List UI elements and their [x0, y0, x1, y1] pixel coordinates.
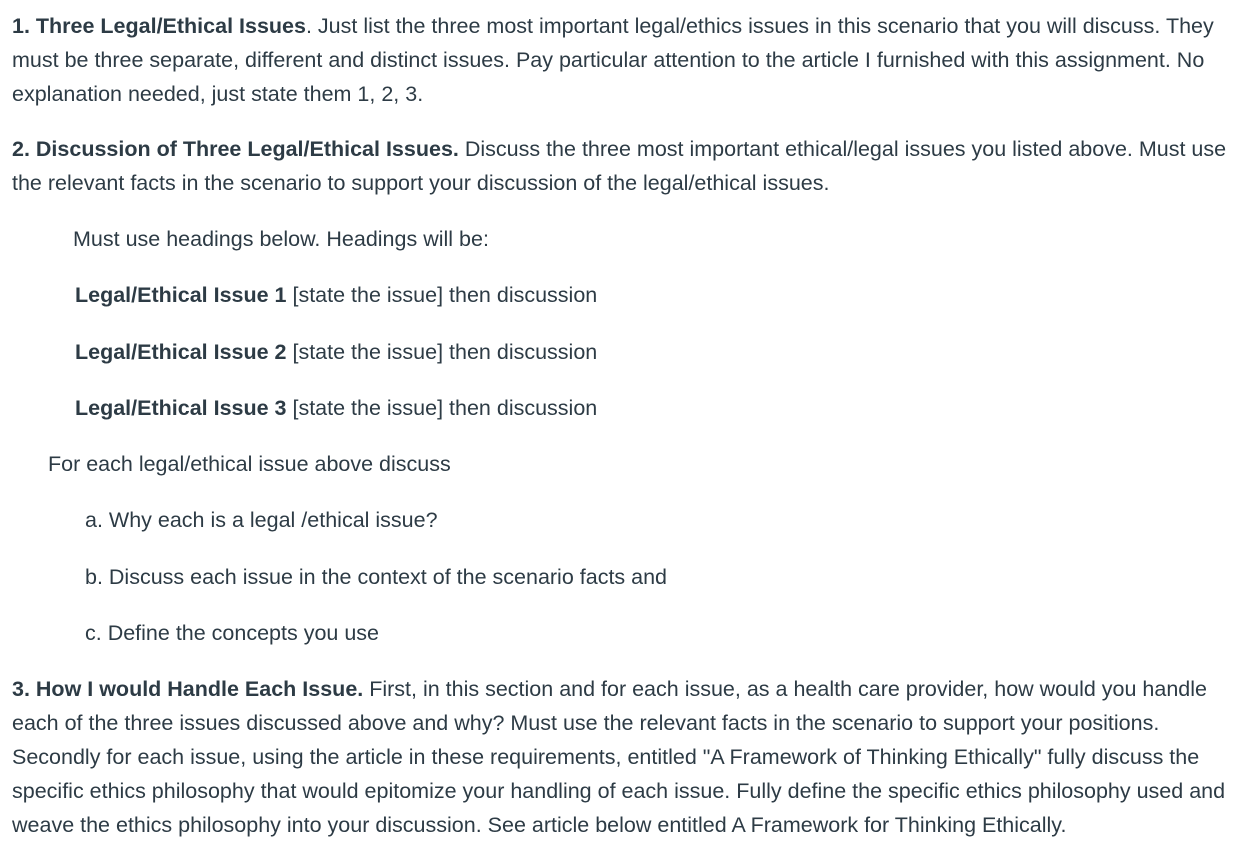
section-1-paragraph: [12, 10, 1230, 111]
section-3-title: 3. How I would Handle Each Issue.: [12, 677, 364, 702]
for-each-intro: For each legal/ethical issue above discuss: [48, 452, 451, 477]
headings-intro: Must use headings below. Headings will be:: [73, 226, 489, 251]
section-3-text: First, in this section and for each issue, as a health care provider, how would you handle each of the three issues discussed above and why? Must use the relevant facts in the scenario to support your positions. Secondly for each issue, using the article in these requirements, entitled "A Framework of Thinking Ethically" fully discuss the specific ethics philosophy that would epitomize your handling of each issue. Fully define the specific ethics philosophy used and weave the ethics philosophy into your discussion. See article below entitled A Framework for Thinking Ethically.: [12, 677, 1226, 837]
subitem-a: a. Why each is a legal /ethical issue?: [85, 508, 438, 533]
heading-issue-1: [12, 279, 1230, 335]
section-2-paragraph: [12, 133, 1230, 201]
heading-issue-3: [12, 392, 1230, 448]
section-2-title: 2. Discussion of Three Legal/Ethical Issues.: [12, 137, 459, 162]
subitem-b: b. Discuss each issue in the context of the scenario facts and: [85, 564, 668, 589]
heading-issue-2: [12, 336, 1230, 392]
section-1-title: 1. Three Legal/Ethical Issues: [12, 14, 306, 38]
heading-issue-3-text: [state the issue] then discussion: [286, 395, 598, 420]
section-1-text: . Just list the three most important legal/ethics issues in this scenario that you will discuss. They must be three separate, different and distinct issues. Pay particular attention to the article I furnished with this assignment. No explanation needed, just state them 1, 2, 3.: [12, 14, 1214, 106]
heading-issue-3-label: Legal/Ethical Issue 3: [75, 395, 287, 420]
heading-issue-2-text: [state the issue] then discussion: [286, 339, 598, 364]
section-3-paragraph: [12, 673, 1230, 842]
subitem-c: c. Define the concepts you use: [85, 621, 380, 646]
section-2-text: Discuss the three most important ethical/legal issues you listed above. Must use the relevant facts in the scenario to support your discussion of the legal/ethical issues.: [12, 137, 1227, 196]
heading-issue-1-label: Legal/Ethical Issue 1: [75, 283, 287, 308]
heading-issue-1-text: [state the issue] then discussion: [286, 283, 598, 308]
heading-issue-2-label: Legal/Ethical Issue 2: [75, 339, 287, 364]
assignment-instructions: [12, 10, 1230, 864]
